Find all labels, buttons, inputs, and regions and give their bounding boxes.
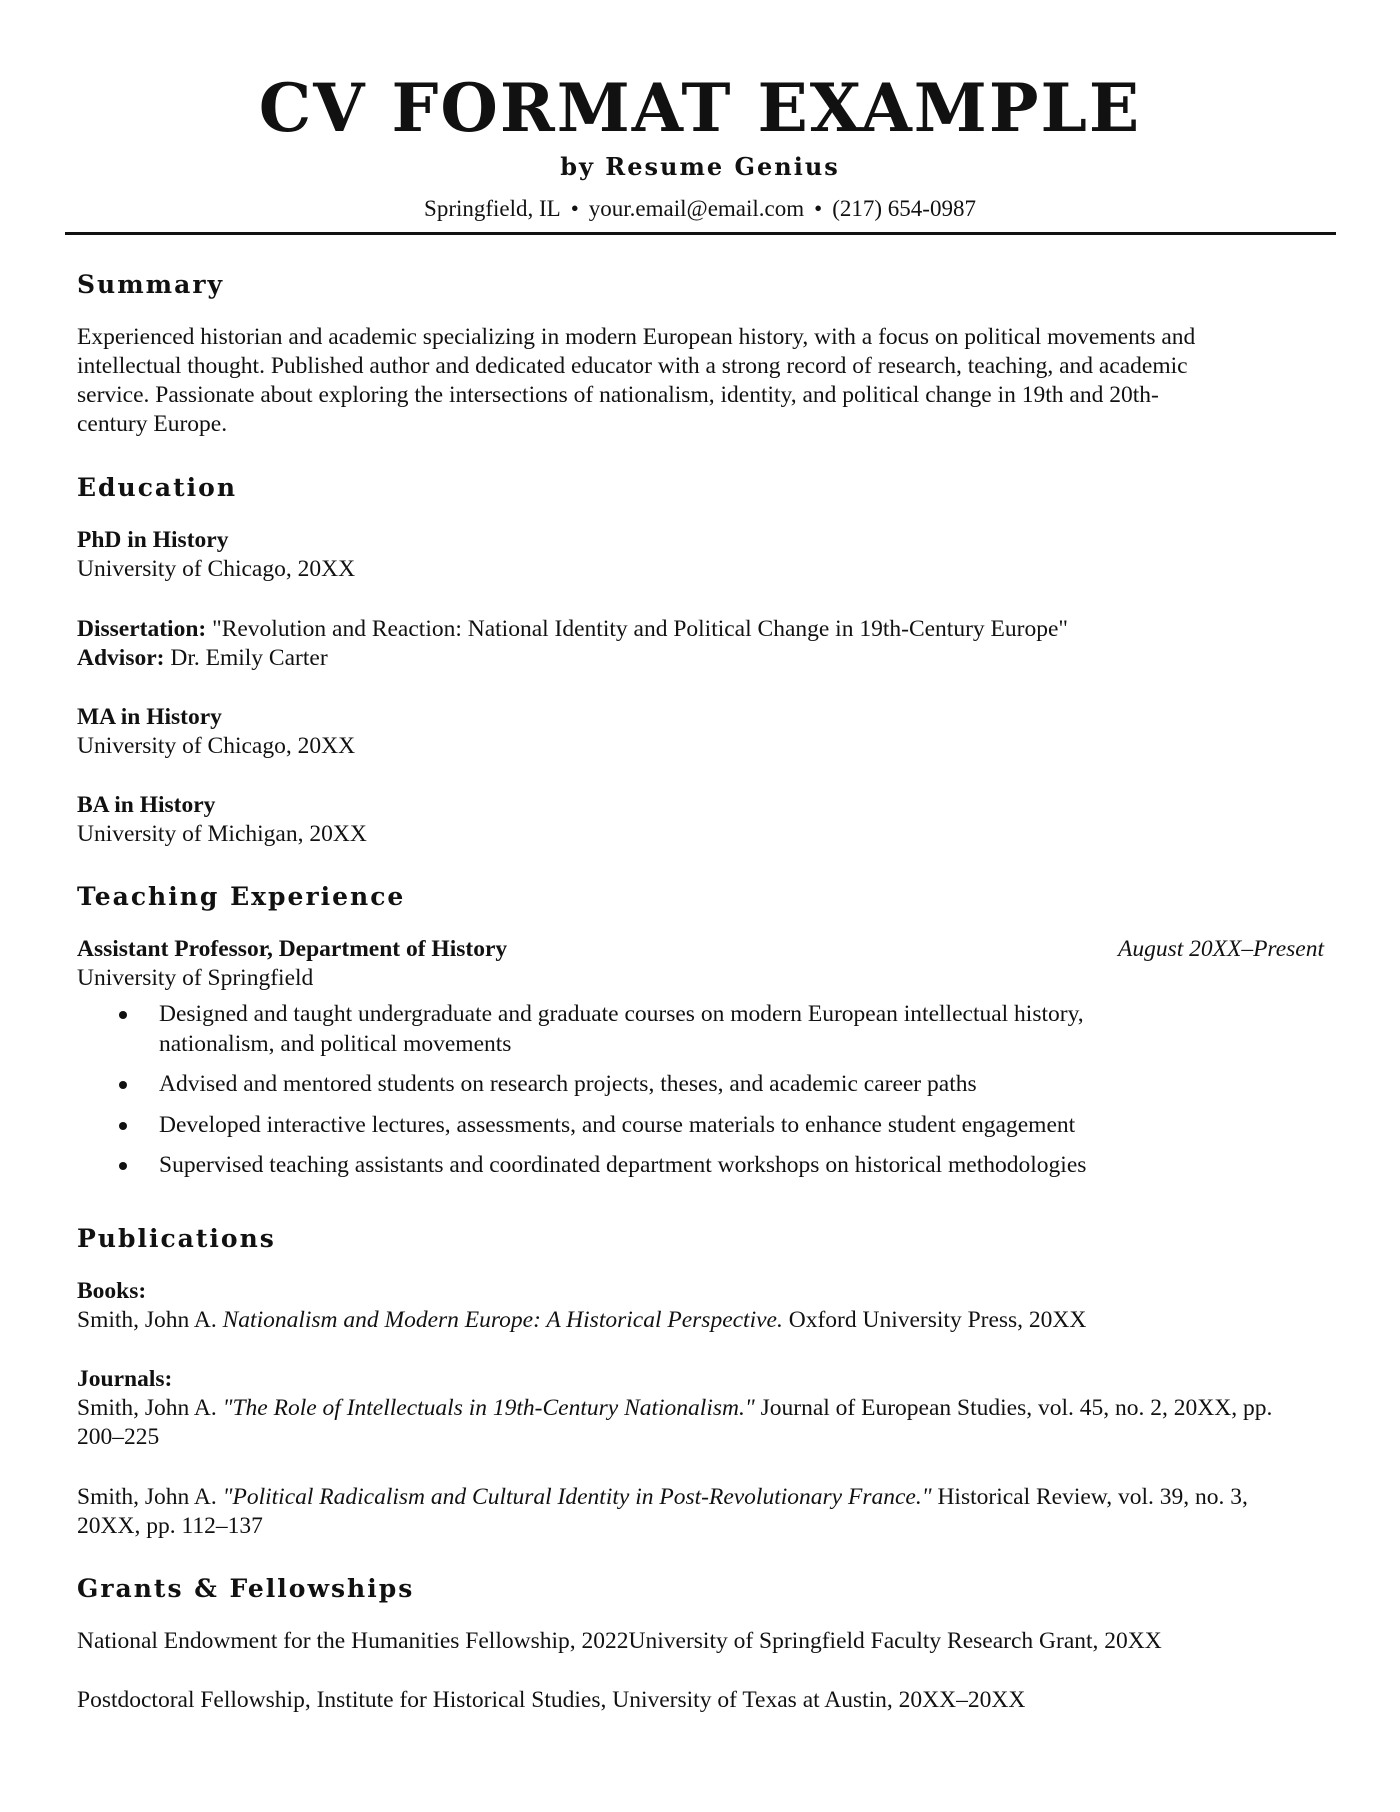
advisor-value: Dr. Emily Carter: [164, 645, 328, 671]
journal-title: "The Role of Intellectuals in 19th-Century Nationalism.": [222, 1395, 755, 1421]
dissertation-value: "Revolution and Reaction: National Identity and Political Change in 19th-Century Europe": [206, 616, 1068, 642]
contact-phone: (217) 654-0987: [832, 196, 976, 221]
phd-school: University of Chicago, 20XX: [77, 556, 356, 582]
contact-location: Springfield, IL: [424, 196, 561, 221]
bullet-text: Advised and mentored students on research projects, theses, and academic career paths: [159, 1071, 977, 1097]
ma-degree: MA in History: [77, 704, 222, 730]
grant-entry: Postdoctoral Fellowship, Institute for Historical Studies, University of Texas at Austin, 20XX–20XX: [77, 1687, 1026, 1713]
book-title: Nationalism and Modern Europe: A Historical Perspective.: [222, 1307, 783, 1333]
grant-entry: National Endowment for the Humanities Fellowship, 2022University of Springfield Faculty Research Grant, 20XX: [77, 1628, 1162, 1654]
teaching-bullet-list: [77, 1000, 1187, 1192]
bullet-text: Designed and taught undergraduate and graduate courses on modern European intellectual history, nationalism, and political movements: [159, 1001, 1084, 1057]
ba-school: University of Michigan, 20XX: [77, 821, 367, 847]
journal-details: Journal of European Studies, vol. 45, no. 2, 20XX, pp.: [754, 1395, 1273, 1421]
contact-email: your.email@email.com: [588, 196, 805, 221]
bullet-icon: [119, 1081, 127, 1089]
book-publisher: Oxford University Press, 20XX: [782, 1307, 1087, 1333]
journal-title: "Political Radicalism and Cultural Identity in Post-Revolutionary France.": [222, 1484, 932, 1510]
phd-degree: PhD in History: [77, 527, 229, 553]
grants-heading: Grants & Fellowships: [77, 1574, 415, 1603]
summary-line: intellectual thought. Published author and dedicated educator with a strong record of research, teaching, and academic: [77, 353, 1188, 379]
teaching-dates: August 20XX–Present: [1117, 936, 1324, 962]
summary-line: Experienced historian and academic specializing in modern European history, with a focus on political movements and: [77, 324, 1196, 350]
ba-degree: BA in History: [77, 792, 216, 818]
contact-line: [0, 194, 1400, 224]
teaching-heading: Teaching Experience: [77, 882, 406, 911]
education-heading: Education: [77, 473, 238, 502]
contact-separator: •: [570, 196, 579, 221]
bullet-icon: [119, 1011, 127, 1019]
bullet-icon: [119, 1122, 127, 1130]
book-entry: [77, 1306, 1337, 1336]
teaching-role: Assistant Professor, Department of History: [77, 936, 508, 962]
teaching-institution: University of Springfield: [77, 965, 314, 991]
journal-author: Smith, John A.: [77, 1484, 223, 1510]
list-item: [77, 1111, 1187, 1141]
byline: by Resume Genius: [560, 152, 840, 181]
dissertation-label: Dissertation:: [77, 616, 207, 642]
list-item: [77, 1070, 1187, 1100]
journal-author: Smith, John A.: [77, 1395, 223, 1421]
journal-entry: [77, 1394, 1337, 1424]
advisor-label: Advisor:: [77, 645, 165, 671]
book-author: Smith, John A.: [77, 1307, 223, 1333]
dissertation-line: [77, 615, 1337, 645]
ma-school: University of Chicago, 20XX: [77, 733, 356, 759]
contact-separator: •: [814, 196, 823, 221]
journals-label: Journals:: [77, 1366, 173, 1392]
books-label: Books:: [77, 1278, 147, 1304]
publications-heading: Publications: [77, 1224, 276, 1253]
bullet-text: Supervised teaching assistants and coordinated department workshops on historical methodologies: [159, 1152, 1087, 1178]
list-item: [77, 1000, 1187, 1059]
journal-entry-cont: 20XX, pp. 112–137: [77, 1513, 263, 1539]
journal-entry: [77, 1483, 1337, 1513]
journal-entry-cont: 200–225: [77, 1424, 160, 1450]
summary-line: service. Passionate about exploring the intersections of nationalism, identity, and political change in 19th and 20th-: [77, 382, 1159, 408]
bullet-text: Developed interactive lectures, assessments, and course materials to enhance student engagement: [159, 1111, 1076, 1138]
summary-line: century Europe.: [77, 411, 228, 437]
bullet-icon: [119, 1162, 127, 1170]
page-title: CV FORMAT EXAMPLE: [258, 69, 1142, 147]
list-item: [77, 1151, 1187, 1181]
journal-details: Historical Review, vol. 39, no. 3,: [931, 1484, 1248, 1510]
summary-heading: Summary: [77, 270, 225, 299]
header-divider: [65, 232, 1336, 235]
advisor-line: [77, 644, 1337, 674]
